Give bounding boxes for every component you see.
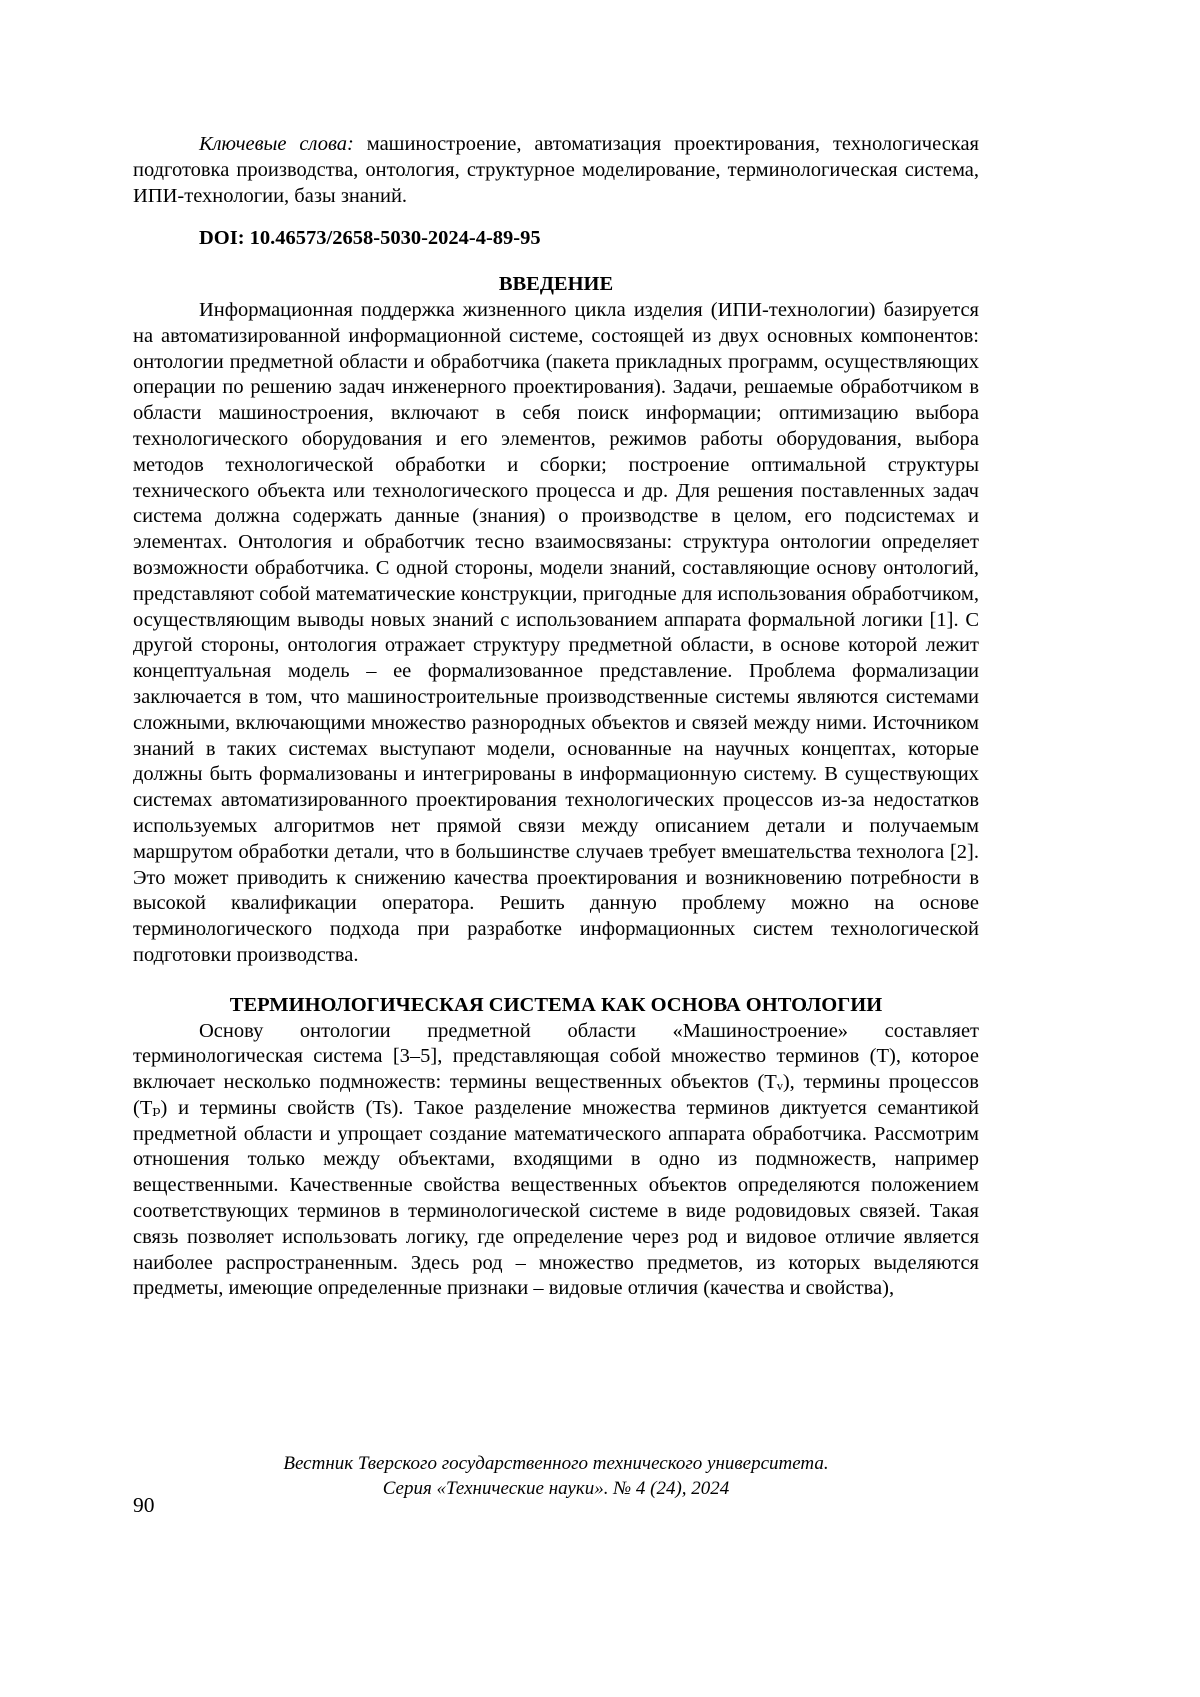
footer-journal-title: Вестник Тверского государственного технического университета. bbox=[283, 1453, 829, 1474]
keywords-paragraph bbox=[133, 132, 979, 209]
content-column bbox=[133, 132, 979, 1302]
page-footer bbox=[133, 1452, 979, 1501]
terminology-system-paragraph: Основу онтологии предметной области «Машиностроение» составляет терминологическая система [3–5], представляющая собой множество терминов (T), которое включает несколько подмножеств: термины вещественных объектов (Tᵥ), термины процессов (Tₚ) и термины свойств (Ts). Такое разделение множества терминов диктуется семантикой предметной области и упрощает создание математического аппарата обработчика. Рассмотрим отношения только между объектами, входящими в одно из подмножеств, например вещественными. Качественные свойства вещественных объектов определяются положением соответствующих терминов в терминологической системе в виде родовидовых связей. Такая связь позволяет использовать логику, где определение через род и видовое отличие является наиболее распространенным. Здесь род – множество предметов, из которых выделяются предметы, имеющие определенные признаки – видовые отличия (качества и свойства), bbox=[133, 1019, 979, 1300]
doi-line: DOI: 10.46573/2658-5030-2024-4-89-95 bbox=[199, 227, 541, 250]
section-heading-terminology-system: ТЕРМИНОЛОГИЧЕСКАЯ СИСТЕМА КАК ОСНОВА ОНТОЛОГИИ bbox=[229, 993, 883, 1016]
keywords-label: Ключевые слова: bbox=[199, 133, 354, 155]
footer-journal-issue: Серия «Технические науки». № 4 (24), 2024 bbox=[382, 1477, 730, 1499]
section-heading-introduction: ВВЕДЕНИЕ bbox=[498, 273, 614, 296]
introduction-paragraph: Информационная поддержка жизненного цикла изделия (ИПИ-технологии) базируется на автоматизированной информационной системе, состоящей из двух основных компонентов: онтологии предметной области и обработчика (пакета прикладных программ, осуществляющих операции по решению задач инженерного проектирования). Задачи, решаемые обработчиком в области машиностроения, включают в себя поиск информации; оптимизацию выбора технологического оборудования и его элементов, режимов работы оборудования, выбора методов технологической обработки и сборки; построение оптимальной структуры технического объекта или технологического процесса и др. Для решения поставленных задач система должна содержать данные (знания) о производстве в целом, его подсистемах и элементах. Онтология и обработчик тесно взаимосвязаны: структура онтологии определяет возможности обработчика. С одной стороны, модели знаний, составляющие основу онтологий, представляют собой математические конструкции, пригодные для использования обработчиком, осуществляющим выводы новых знаний с использованием аппарата формальной логики [1]. С другой стороны, онтология отражает структуру предметной области, в основе которой лежит концептуальная модель – ее формализованное представление. Проблема формализации заключается в том, что машиностроительные производственные системы являются системами сложными, включающими множество разнородных объектов и связей между ними. Источником знаний в таких системах выступают модели, основанные на научных концептах, которые должны быть формализованы и интегрированы в информационную систему. В существующих системах автоматизированного проектирования технологических процессов из-за недостатков используемых алгоритмов нет прямой связи между описанием детали и получаемым маршрутом обработки детали, что в большинстве случаев требует вмешательства технолога [2]. Это может приводить к снижению качества проектирования и возникновению потребности в высокой квалификации оператора. Решить данную проблему можно на основе терминологического подхода при разработке информационных систем технологической подготовки производства. bbox=[133, 298, 979, 966]
keywords-text: машиностроение, автоматизация проектирования, технологическая подготовка производства, онтология, структурное моделирование, терминологическая система, ИПИ-технологии, базы знаний. bbox=[133, 133, 979, 207]
page-number: 90 bbox=[133, 1493, 155, 1517]
